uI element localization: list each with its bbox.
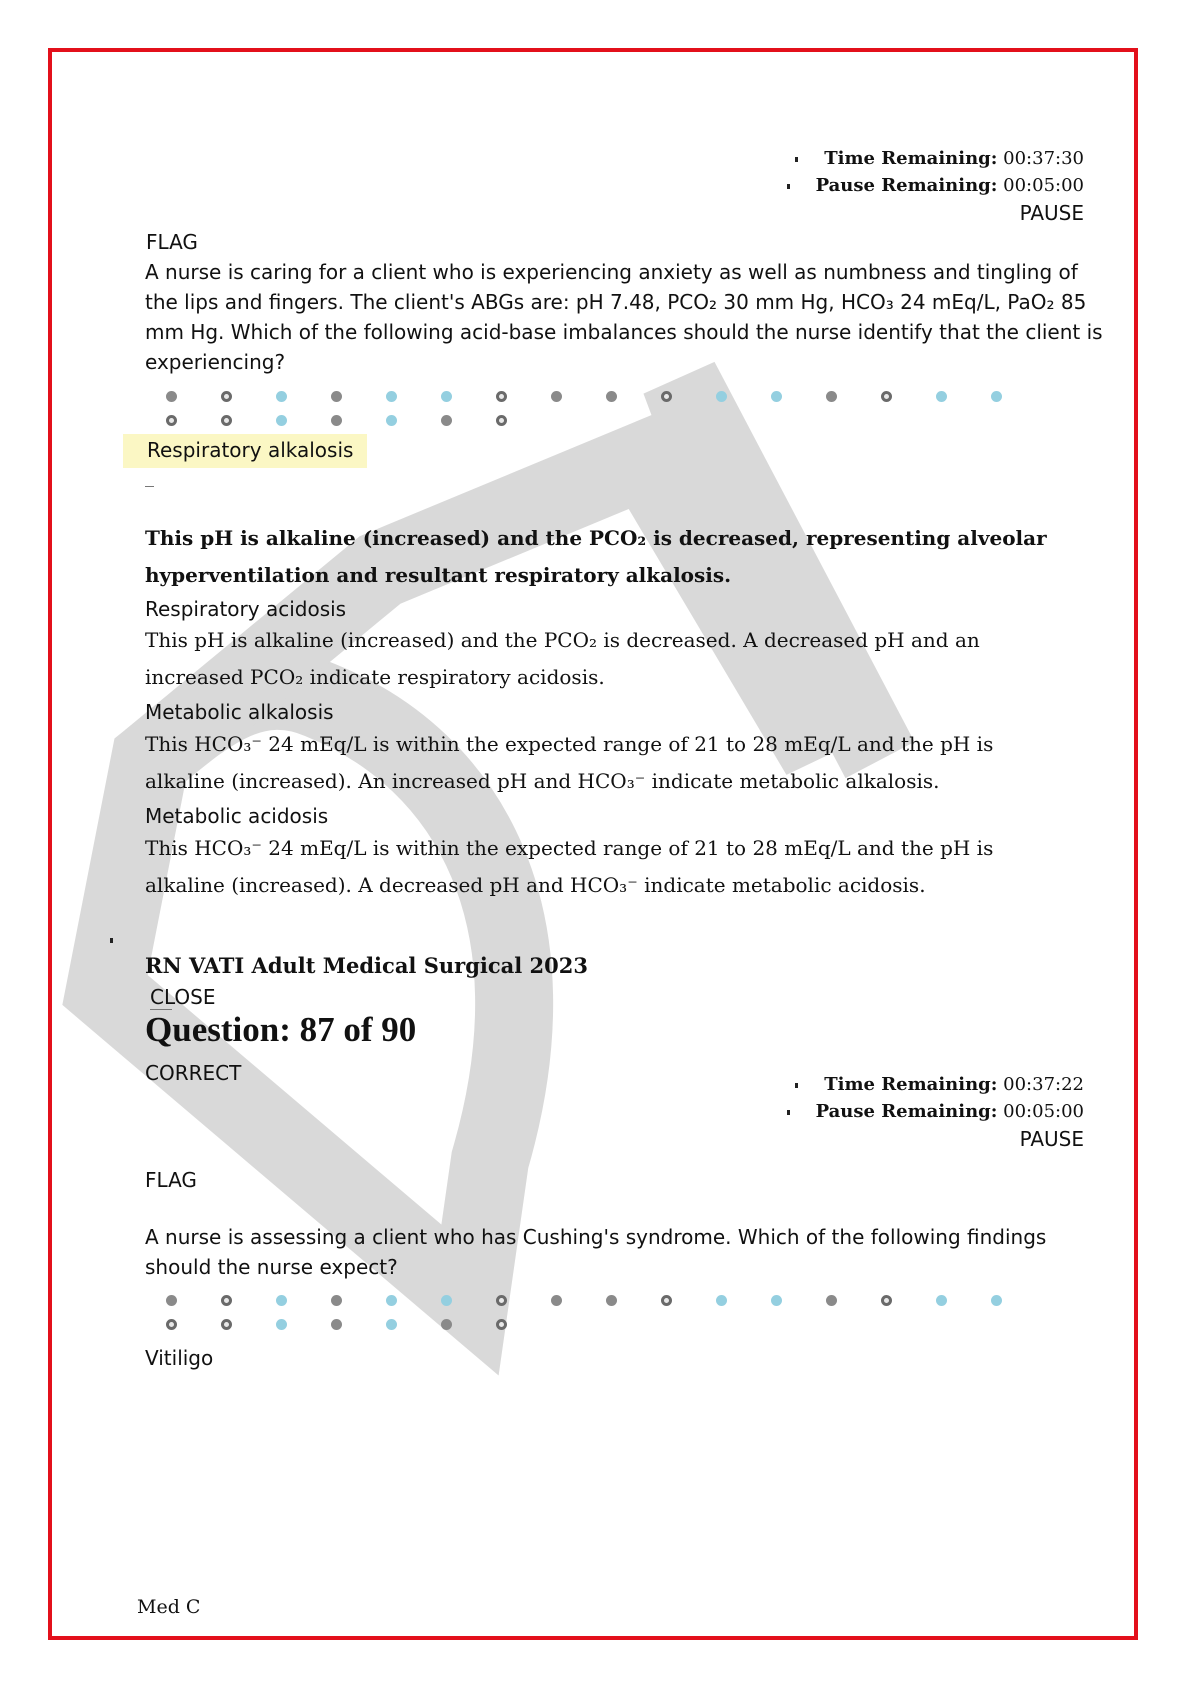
time-remaining-value: 00:37:22 <box>1003 1074 1084 1095</box>
time-remaining-label: Time Remaining: <box>824 1074 998 1095</box>
dot <box>826 1295 837 1306</box>
dot <box>166 391 177 402</box>
dot <box>221 1295 232 1306</box>
answer-rationale: This pH is alkaline (increased) and the PCO₂ is decreased, representing alveolar hyperventilation and resultant respiratory alkalosis. <box>145 526 1047 587</box>
dot <box>936 1295 947 1306</box>
bullet-icon <box>795 157 798 162</box>
bullet-icon <box>110 938 113 943</box>
pause-button[interactable]: PAUSE <box>1019 1127 1084 1151</box>
dot <box>166 1295 177 1306</box>
dot <box>331 1295 342 1306</box>
dot <box>386 1319 397 1330</box>
dot <box>166 1319 177 1330</box>
dot <box>496 1319 507 1330</box>
option-rationale: This pH is alkaline (increased) and the PCO₂ is decreased. A decreased pH and an increased PCO₂ indicate respiratory acidosis. <box>145 628 980 689</box>
dot <box>496 415 507 426</box>
dot <box>496 391 507 402</box>
dot <box>441 415 452 426</box>
pause-remaining-value: 00:05:00 <box>1003 1101 1084 1122</box>
question-text: A nurse is caring for a client who is experiencing anxiety as well as numbness and tingling of the lips and fingers. The client's ABGs are: pH 7.48, PCO₂ 30 mm Hg, HCO₃ 24 mEq/L, PaO₂ 85 mm Hg. Which of the following acid-base imbalances should the nurse identify that the client is experiencing? <box>145 260 1103 374</box>
dot <box>441 1295 452 1306</box>
dot <box>771 1295 782 1306</box>
dot <box>716 391 727 402</box>
pause-remaining-label: Pause Remaining: <box>815 175 998 196</box>
pause-remaining <box>787 175 1084 196</box>
dot <box>331 415 342 426</box>
dot <box>826 391 837 402</box>
bullet-icon <box>787 184 790 189</box>
dot <box>661 391 672 402</box>
dot <box>386 391 397 402</box>
dot <box>991 1295 1002 1306</box>
dot <box>221 391 232 402</box>
option-label[interactable]: Metabolic alkalosis <box>145 700 334 724</box>
footer-text: Med C <box>137 1596 201 1618</box>
exam-title: RN VATI Adult Medical Surgical 2023 <box>145 953 588 978</box>
dot <box>881 391 892 402</box>
dot <box>331 1319 342 1330</box>
pause-remaining-value: 00:05:00 <box>1003 175 1084 196</box>
option-rationale: This HCO₃⁻ 24 mEq/L is within the expected range of 21 to 28 mEq/L and the pH is alkaline (increased). A decreased pH and HCO₃⁻ indicate metabolic acidosis. <box>145 836 994 897</box>
time-remaining-value: 00:37:30 <box>1003 148 1084 169</box>
question-text: A nurse is assessing a client who has Cushing's syndrome. Which of the following findings should the nurse expect? <box>145 1225 1047 1279</box>
dot <box>606 1295 617 1306</box>
dot <box>771 391 782 402</box>
dot <box>276 415 287 426</box>
option-rationale: This HCO₃⁻ 24 mEq/L is within the expected range of 21 to 28 mEq/L and the pH is alkaline (increased). An increased pH and HCO₃⁻ indicate metabolic alkalosis. <box>145 732 994 793</box>
time-remaining <box>795 1074 1084 1095</box>
bullet-icon <box>795 1083 798 1088</box>
pause-remaining-label: Pause Remaining: <box>815 1101 998 1122</box>
decorative-dots <box>166 391 1046 426</box>
time-remaining-label: Time Remaining: <box>824 148 998 169</box>
dot <box>441 1319 452 1330</box>
dot <box>716 1295 727 1306</box>
close-button[interactable]: CLOSE <box>150 985 216 1009</box>
bullet-icon <box>787 1110 790 1115</box>
option-label[interactable]: Respiratory acidosis <box>145 597 347 621</box>
dot <box>991 391 1002 402</box>
option-label[interactable]: Metabolic acidosis <box>145 804 329 828</box>
dot <box>936 391 947 402</box>
dot <box>496 1295 507 1306</box>
time-remaining <box>795 148 1084 169</box>
dot <box>276 1319 287 1330</box>
dot <box>551 1295 562 1306</box>
dot <box>551 391 562 402</box>
dot <box>881 1295 892 1306</box>
status-badge: CORRECT <box>145 1061 242 1085</box>
dot <box>441 391 452 402</box>
dot <box>166 415 177 426</box>
flag-button[interactable]: FLAG <box>145 1168 197 1192</box>
flag-button[interactable]: FLAG <box>146 230 198 254</box>
dot <box>661 1295 672 1306</box>
dot <box>386 1295 397 1306</box>
pause-remaining <box>787 1101 1084 1122</box>
option-label[interactable]: Vitiligo <box>145 1346 214 1370</box>
dot <box>221 415 232 426</box>
dot <box>276 391 287 402</box>
selected-answer[interactable]: Respiratory alkalosis <box>123 434 367 468</box>
pause-button[interactable]: PAUSE <box>1019 201 1084 225</box>
decorative-dots <box>166 1295 1046 1330</box>
question-number: Question: 87 of 90 <box>145 1010 417 1049</box>
dot <box>331 391 342 402</box>
dot <box>276 1295 287 1306</box>
answer-marker <box>145 486 154 487</box>
dot <box>221 1319 232 1330</box>
dot <box>606 391 617 402</box>
dot <box>386 415 397 426</box>
